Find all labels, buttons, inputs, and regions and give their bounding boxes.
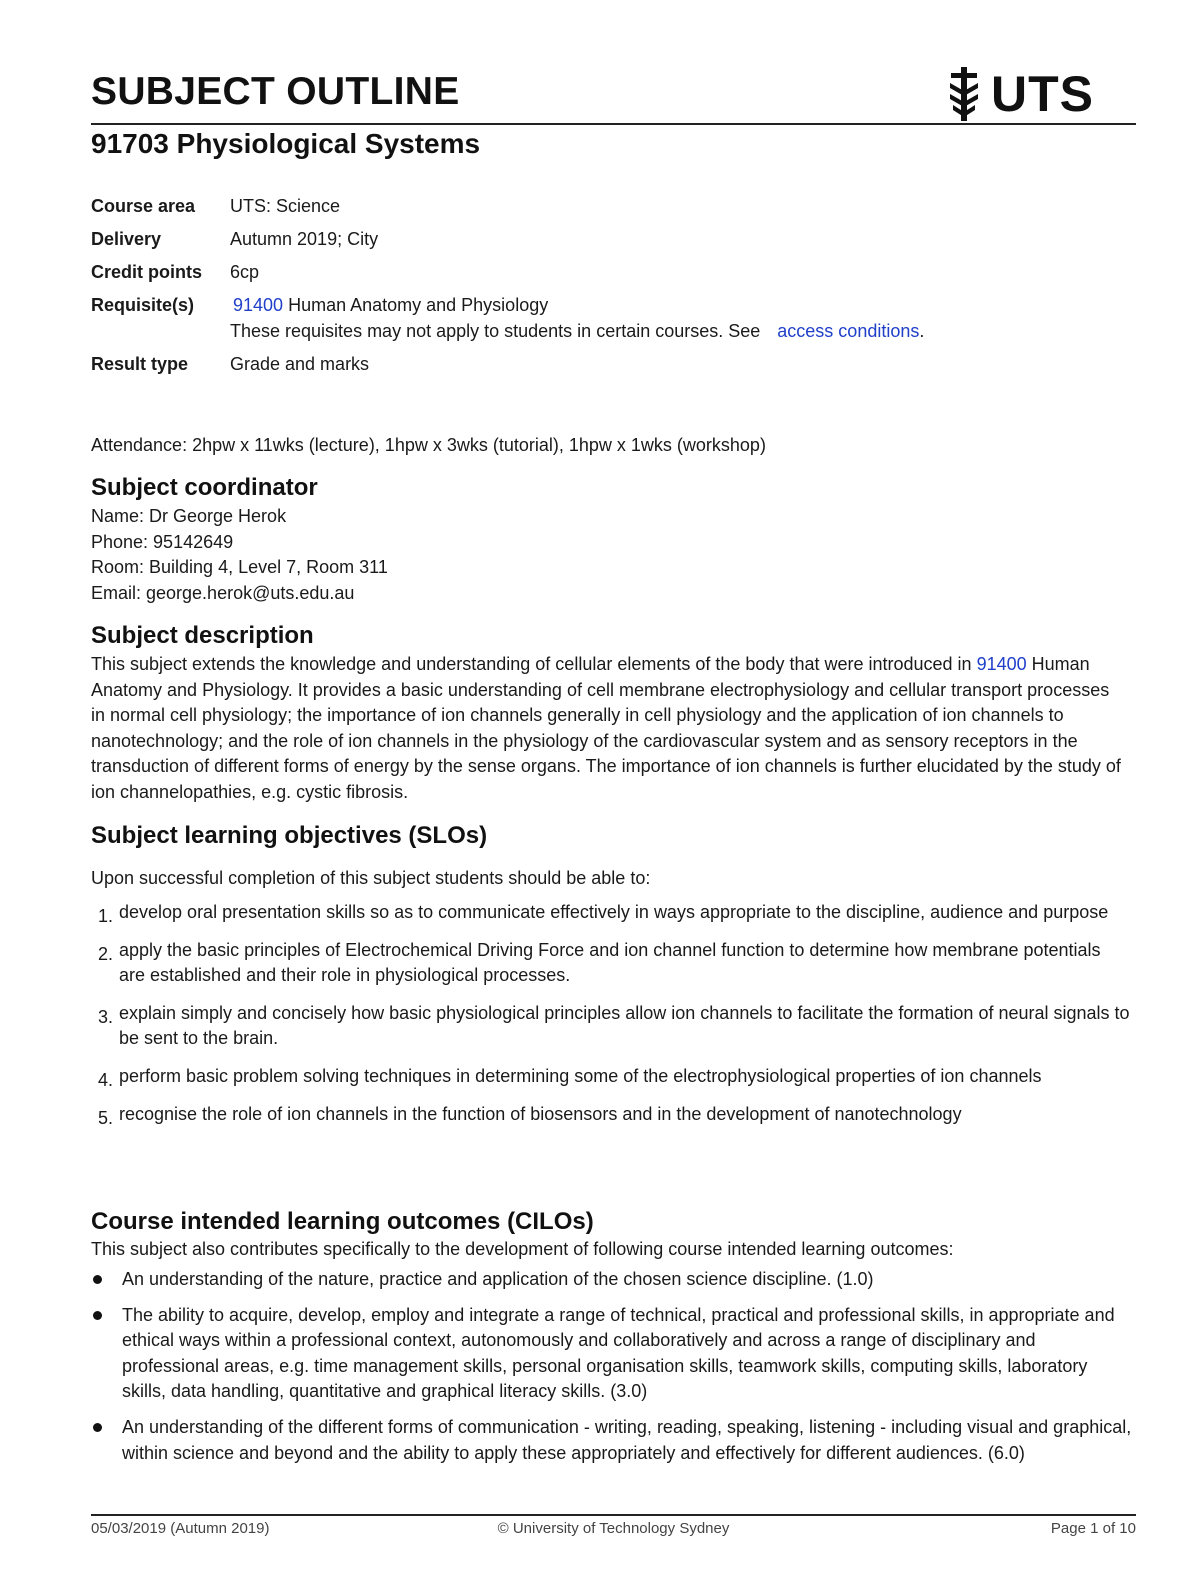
meta-label: Result type: [91, 354, 189, 374]
page-title: SUBJECT OUTLINE: [91, 70, 460, 113]
footer-date: 05/03/2019 (Autumn 2019): [91, 1520, 270, 1537]
meta-value: Autumn 2019; City: [230, 229, 379, 249]
requisite-note: These requisites may not apply to students in certain courses. See: [230, 321, 766, 341]
slo-intro: Upon successful completion of this subject students should be able to:: [91, 868, 651, 888]
meta-label: Course area: [91, 196, 196, 216]
description-text-start: This subject extends the knowledge and understanding of cellular elements of the body that were introduced in: [91, 654, 977, 674]
slo-number: 5.: [98, 1107, 114, 1128]
meta-value: UTS: Science: [230, 196, 341, 216]
slo-list: [91, 900, 1131, 1139]
meta-row-credit-points: [91, 259, 1091, 285]
meta-row-requisites: [91, 292, 1091, 344]
cilo-item: [91, 1415, 1136, 1466]
cilo-item: [91, 1267, 1136, 1293]
meta-row-course-area: [91, 193, 1091, 219]
meta-label: Credit points: [91, 262, 202, 282]
cilo-item: [91, 1303, 1136, 1405]
subject-meta-table: [91, 193, 1091, 384]
slo-item: [91, 1001, 1131, 1052]
cilo-text: The ability to acquire, develop, employ and integrate a range of technical, practical and professional skills, in appropriate and ethical ways within a professional context, autonomously and collaboratively and across a range of disciplinary and professional areas, e.g. time management skills, personal organisation skills, teamwork skills, computing skills, laboratory skills, data handling, quantitative and graphical literacy skills. (3.0): [122, 1304, 1115, 1402]
slo-item: [91, 1102, 1131, 1128]
slo-number: 1.: [98, 906, 114, 926]
uts-crest-icon: [945, 67, 983, 121]
coordinator-details: [91, 504, 1131, 606]
description-heading: Subject description: [91, 622, 314, 649]
cilo-intro: This subject also contributes specifically to the development of following course intended learning outcomes:: [91, 1239, 954, 1259]
cilo-text: An understanding of the different forms of communication - writing, reading, speaking, listening - including visual and graphical, within science and beyond and the ability to apply these appropriately and effectively for different audiences. (6.0): [122, 1416, 1132, 1463]
coordinator-room: Room: Building 4, Level 7, Room 311: [91, 557, 388, 578]
meta-value: [230, 292, 1091, 344]
slo-number: 2.: [98, 943, 114, 964]
coordinator-email: Email: george.herok@uts.edu.au: [91, 582, 355, 603]
slo-item: [91, 938, 1131, 989]
meta-value: Grade and marks: [230, 354, 370, 374]
bullet-icon: [93, 1423, 102, 1432]
requisite-note-end: .: [919, 321, 925, 341]
description-body: [91, 652, 1126, 806]
slo-text: explain simply and concisely how basic physiological principles allow ion channels to facilitate the formation of neural signals to be sent to the brain.: [119, 1002, 1130, 1049]
slo-text: apply the basic principles of Electrochemical Driving Force and ion channel function to determine how membrane potentials are established and their role in physiological processes.: [119, 939, 1101, 986]
coordinator-heading: Subject coordinator: [91, 474, 318, 501]
description-text-rest: Human Anatomy and Physiology. It provides a basic understanding of cell membrane electrophysiology and cellular transport processes in normal cell physiology; the importance of ion channels generally in cell physiology and the application of ion channels to nanotechnology; and the role of ion channels in the physiology of the cardiovascular system and as sensory receptors in the transduction of different forms of energy by the sense organs. The importance of ion channels is further elucidated by the study of ion channelopathies, e.g. cystic fibrosis.: [91, 654, 1121, 802]
logo-wordmark: UTS: [991, 66, 1094, 122]
meta-label: Requisite(s): [91, 295, 195, 315]
uts-logo: [945, 66, 1094, 122]
requisite-subject-link[interactable]: 91400: [233, 295, 284, 315]
footer-page-number: Page 1 of 10: [1050, 1520, 1136, 1537]
cilo-list: [91, 1267, 1136, 1476]
slo-heading: Subject learning objectives (SLOs): [91, 822, 488, 849]
document-page: [91, 0, 1136, 1590]
coordinator-phone: Phone: 95142649: [91, 531, 234, 552]
footer-copyright: © University of Technology Sydney: [497, 1520, 730, 1537]
slo-number: 3.: [98, 1006, 114, 1027]
coordinator-name: Name: Dr George Herok: [91, 506, 287, 526]
description-subject-link[interactable]: 91400: [976, 654, 1027, 674]
meta-value: 6cp: [230, 262, 260, 282]
slo-text: develop oral presentation skills so as to communicate effectively in ways appropriate to the discipline, audience and purpose: [119, 902, 1109, 922]
attendance-text: Attendance: 2hpw x 11wks (lecture), 1hpw x 3wks (tutorial), 1hpw x 1wks (workshop): [91, 435, 766, 455]
slo-number: 4.: [98, 1069, 114, 1090]
slo-text: perform basic problem solving techniques in determining some of the electrophysiological properties of ion channels: [119, 1065, 1042, 1086]
access-conditions-link[interactable]: access conditions: [777, 321, 920, 341]
requisite-subject-name: Human Anatomy and Physiology: [283, 295, 549, 315]
subject-title: 91703 Physiological Systems: [91, 128, 481, 159]
slo-item: [91, 1064, 1131, 1090]
slo-item: [91, 900, 1131, 926]
cilo-text: An understanding of the nature, practice and application of the chosen science discipline. (1.0): [122, 1269, 874, 1289]
bullet-icon: [93, 1311, 102, 1320]
cilo-heading: Course intended learning outcomes (CILOs): [91, 1208, 594, 1235]
meta-label: Delivery: [91, 229, 162, 249]
footer-divider: [91, 1514, 1136, 1516]
slo-text: recognise the role of ion channels in the function of biosensors and in the development of nanotechnology: [119, 1103, 962, 1124]
bullet-icon: [93, 1275, 102, 1284]
page-header: [91, 66, 1136, 126]
meta-row-result-type: [91, 351, 1091, 377]
header-divider: [91, 123, 1136, 125]
meta-row-delivery: [91, 226, 1091, 252]
